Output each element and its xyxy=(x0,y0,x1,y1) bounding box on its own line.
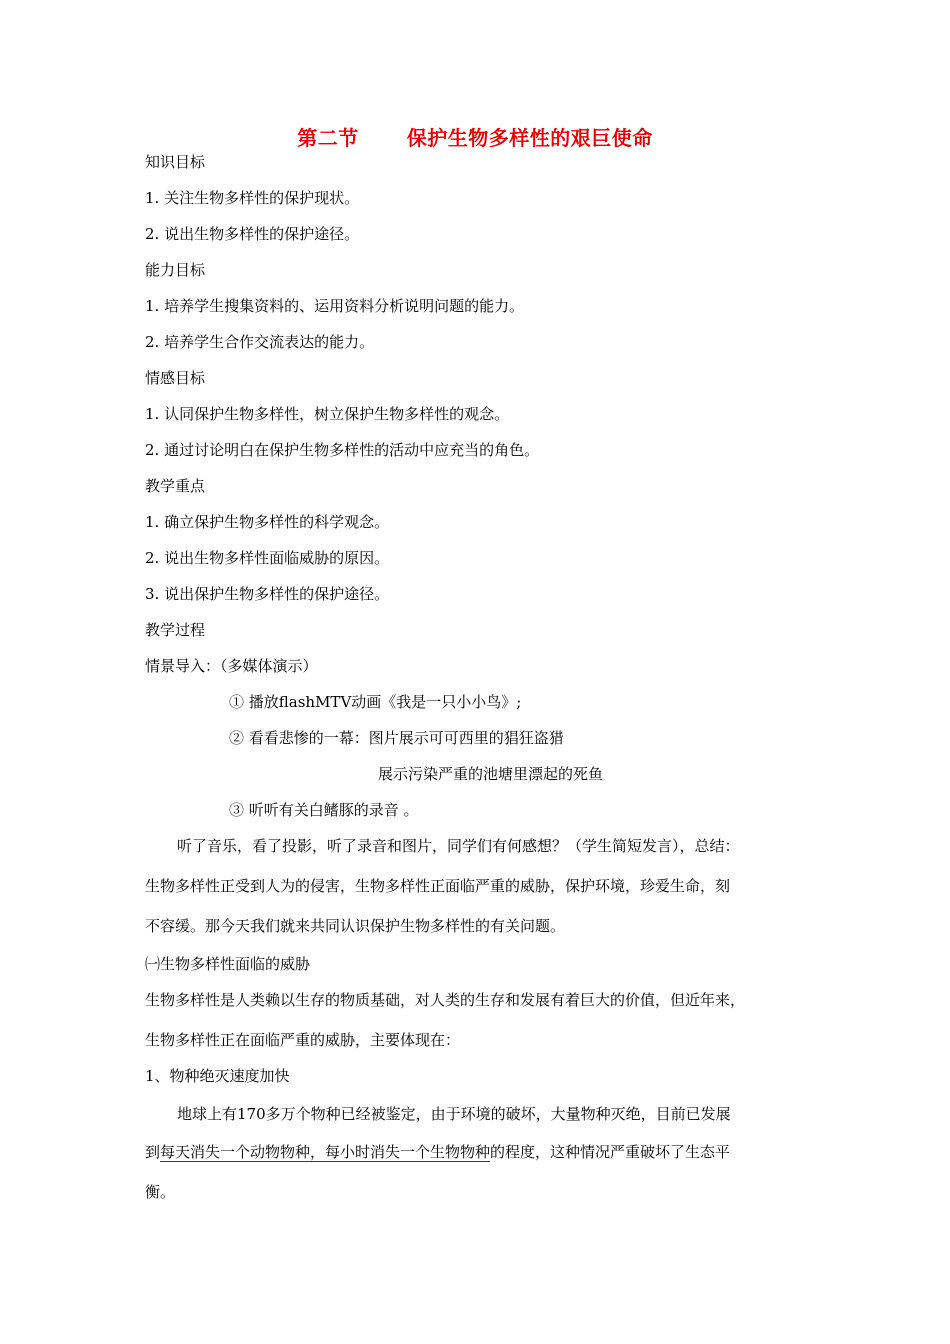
para3-line2 xyxy=(145,1142,730,1162)
heading-emotion-goals: 情感目标 xyxy=(145,369,206,387)
point-extinction: 1、物种绝灭速度加快 xyxy=(145,1067,290,1085)
title-section: 第二节 xyxy=(297,126,359,150)
para1-line2: 生物多样性正受到人为的侵害，生物多样性正面临严重的威胁，保护环境，珍爱生命，刻 xyxy=(145,877,731,895)
heading-teaching-focus: 教学重点 xyxy=(145,477,206,495)
emotion-goal-1: 1. 认同保护生物多样性，树立保护生物多样性的观念。 xyxy=(145,405,510,423)
para3-post: 的程度，这种情况严重破坏了生态平 xyxy=(490,1143,731,1161)
ability-goal-1: 1. 培养学生搜集资料的、运用资料分析说明问题的能力。 xyxy=(145,297,525,315)
subheading-threats: ㈠生物多样性面临的威胁 xyxy=(145,955,311,973)
knowledge-goal-1: 1. 关注生物多样性的保护现状。 xyxy=(145,189,360,207)
media-item-2: ② 看看悲惨的一幕：图片展示可可西里的猖狂盗猎 xyxy=(229,729,564,747)
para2-line1: 生物多样性是人类赖以生存的物质基础，对人类的生存和发展有着巨大的价值，但近年来， xyxy=(145,991,746,1009)
ability-goal-2: 2. 培养学生合作交流表达的能力。 xyxy=(145,333,375,351)
para1-line3: 不容缓。那今天我们就来共同认识保护生物多样性的有关问题。 xyxy=(145,917,566,935)
title-topic: 保护生物多样性的艰巨使命 xyxy=(406,126,653,150)
media-item-3: ③ 听听有关白鳍豚的录音 。 xyxy=(229,801,419,819)
emotion-goal-2: 2. 通过讨论明白在保护生物多样性的活动中应充当的角色。 xyxy=(145,441,540,459)
media-item-2-cont: 展示污染严重的池塘里漂起的死鱼 xyxy=(378,765,604,783)
para1-line1: 听了音乐，看了投影，听了录音和图片，同学们有何感想？（学生简短发言），总结： xyxy=(177,837,740,855)
teaching-focus-2: 2. 说出生物多样性面临威胁的原因。 xyxy=(145,549,390,567)
para2-line2: 生物多样性正在面临严重的威胁，主要体现在： xyxy=(145,1031,461,1049)
page-title xyxy=(0,122,950,151)
para3-underlined: 每天消失一个动物物种，每小时消失一个生物物种 xyxy=(160,1143,491,1161)
para3-pre: 到 xyxy=(145,1143,161,1161)
media-item-1: ① 播放flashMTV动画《我是一只小小鸟》; xyxy=(229,693,522,711)
heading-teaching-process: 教学过程 xyxy=(145,621,206,639)
para3-line1: 地球上有170多万个物种已经被鉴定，由于环境的破坏，大量物种灭绝，目前已发展 xyxy=(177,1105,731,1123)
teaching-focus-1: 1. 确立保护生物多样性的科学观念。 xyxy=(145,513,390,531)
teaching-focus-3: 3. 说出保护生物多样性的保护途径。 xyxy=(145,585,390,603)
knowledge-goal-2: 2. 说出生物多样性的保护途径。 xyxy=(145,225,360,243)
heading-knowledge-goals: 知识目标 xyxy=(145,153,206,171)
scene-intro: 情景导入：（多媒体演示） xyxy=(145,657,318,675)
heading-ability-goals: 能力目标 xyxy=(145,261,206,279)
para3-line3: 衡。 xyxy=(145,1183,176,1201)
